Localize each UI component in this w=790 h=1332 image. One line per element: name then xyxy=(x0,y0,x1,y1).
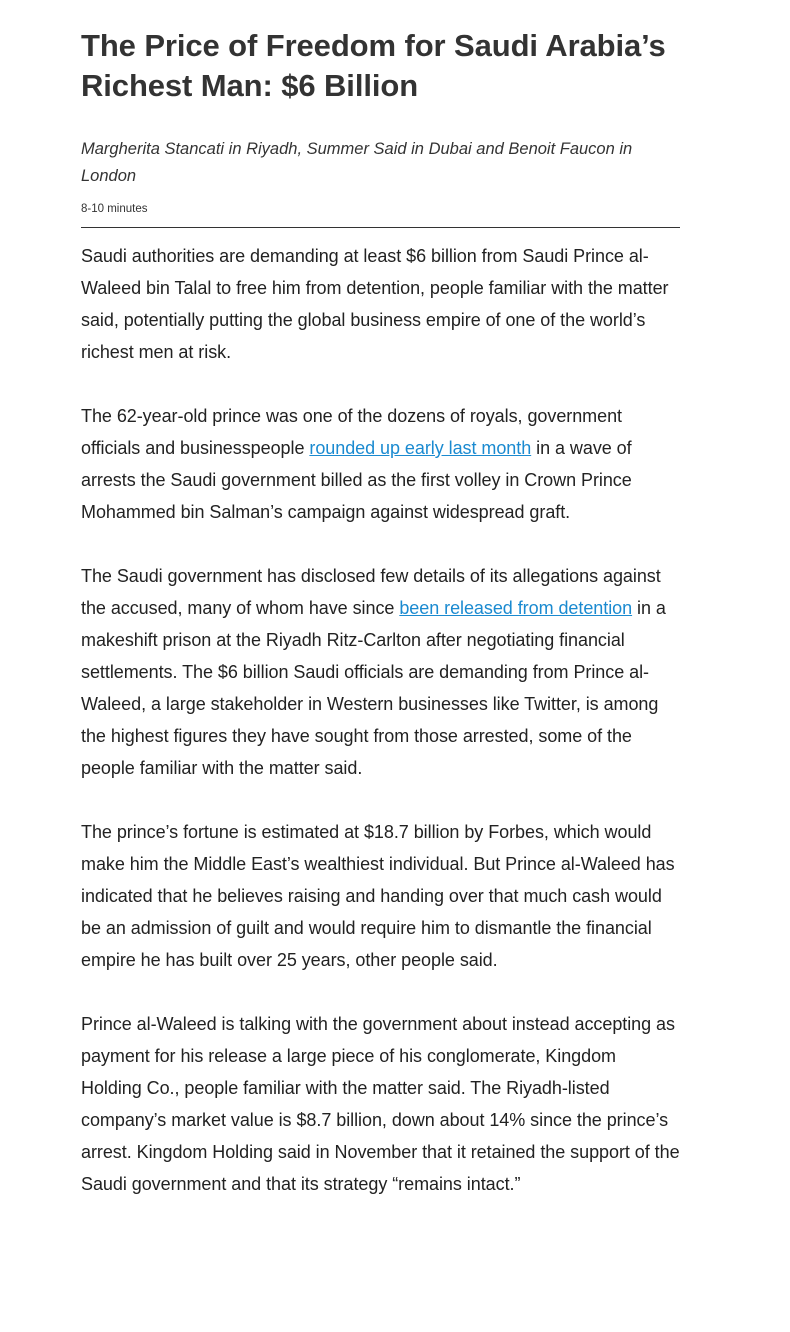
paragraph-text: Saudi authorities are demanding at least $6 billion from Saudi Prince al-Waleed bin Talal to free him from detention, people familiar with the matter said, potentially putting the global business empire of one of the world’s richest men at risk. xyxy=(81,246,669,362)
paragraph-1 xyxy=(81,240,680,368)
link-released-from-detention[interactable]: been released from detention xyxy=(399,598,633,618)
paragraph-3 xyxy=(81,560,680,784)
read-time: 8-10 minutes xyxy=(81,203,148,215)
header-divider xyxy=(81,227,680,228)
paragraph-2 xyxy=(81,400,680,528)
article xyxy=(81,0,680,1200)
paragraph-text: Prince al-Waleed is talking with the government about instead accepting as payment for his release a large piece of his conglomerate, Kingdom Holding Co., people familiar with the matter said. The Riyadh-listed company’s market value is $8.7 billion, down about 14% since the prince’s arrest. Kingdom Holding said in November that it retained the support of the Saudi government and that its strategy “remains intact.” xyxy=(81,1014,680,1194)
link-rounded-up[interactable]: rounded up early last month xyxy=(309,438,532,458)
paragraph-4 xyxy=(81,816,680,976)
article-body xyxy=(81,240,680,1200)
paragraph-text: The Saudi government has disclosed few details of its allegations against the accused, many of whom have since xyxy=(81,566,661,618)
paragraph-text: The 62-year-old prince was one of the dozens of royals, government officials and businesspeople xyxy=(81,406,622,458)
article-byline: Margherita Stancati in Riyadh, Summer Said in Dubai and Benoit Faucon in London xyxy=(81,140,633,185)
paragraph-5 xyxy=(81,1008,680,1200)
article-title: The Price of Freedom for Saudi Arabia’s Richest Man: $6 Billion xyxy=(81,28,666,103)
paragraph-text: in a wave of arrests the Saudi government billed as the first volley in Crown Prince Mohammed bin Salman’s campaign against widespread graft. xyxy=(81,438,632,522)
paragraph-text: The prince’s fortune is estimated at $18.7 billion by Forbes, which would make him the Middle East’s wealthiest individual. But Prince al-Waleed has indicated that he believes raising and handing over that much cash would be an admission of guilt and would require him to dismantle the financial empire he has built over 25 years, other people said. xyxy=(81,822,675,970)
paragraph-text: in a makeshift prison at the Riyadh Ritz-Carlton after negotiating financial settlements. The $6 billion Saudi officials are demanding from Prince al-Waleed, a large stakeholder in Western businesses like Twitter, is among the highest figures they have sought from those arrested, some of the people familiar with the matter said. xyxy=(81,598,666,778)
